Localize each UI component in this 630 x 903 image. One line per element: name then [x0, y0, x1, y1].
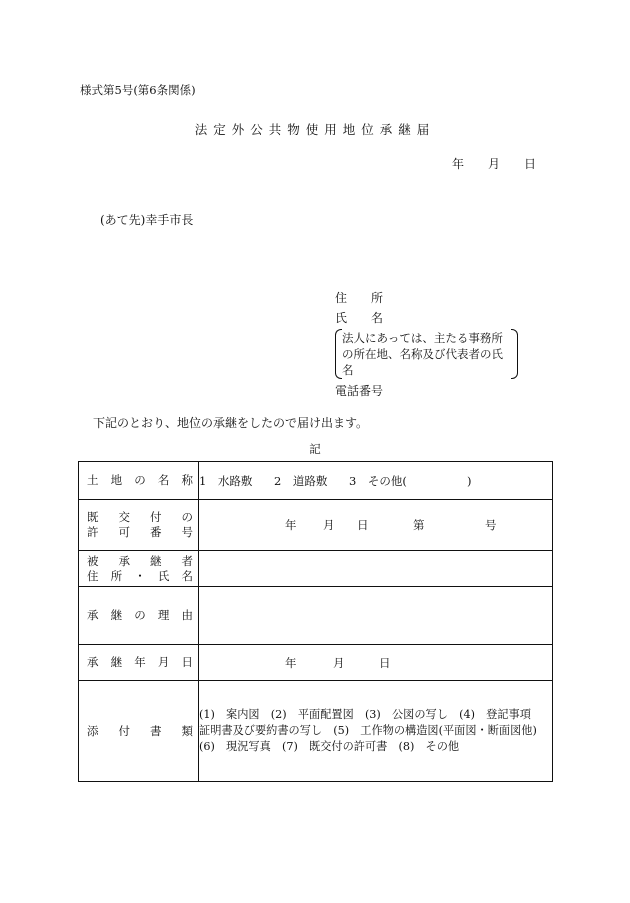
succession-date-value-cell [199, 645, 553, 681]
land-name-options [199, 462, 553, 500]
row-predecessor [79, 551, 553, 587]
succession-day: 日 [379, 656, 391, 670]
date-day: 日 [524, 157, 537, 171]
reason-value-cell[interactable] [199, 587, 553, 645]
predecessor-label-cell [79, 551, 199, 587]
corporation-note-text: 法人にあっては、主たる事務所の所在地、名称及び代表者の氏名 [342, 331, 503, 377]
permit-day: 日 [357, 518, 369, 532]
document-title: 法定外公共物使用地位承継届 [194, 122, 436, 137]
reason-label-cell [79, 587, 199, 645]
row-permit [79, 500, 553, 551]
permit-gou: 号 [485, 518, 497, 532]
ki-marker: 記 [309, 442, 321, 456]
succession-year: 年 [285, 656, 297, 670]
land-name-label-cell [79, 462, 199, 500]
bracket-left [335, 329, 342, 379]
permit-label-line1: 既 交 付 の [87, 510, 193, 524]
attachments-label: 添 付 書 類 [87, 723, 193, 738]
attachments-line1: (1) 案内図 (2) 平面配置図 (3) 公図の写し (4) 登記事項 [199, 708, 531, 721]
row-reason [79, 587, 553, 645]
applicant-name-label: 氏 名 [335, 311, 384, 325]
form-number: 様式第5号(第6条関係) [80, 83, 196, 97]
option-road: 2 道路敷 [274, 473, 328, 488]
option-waterway: 1 水路敷 [199, 473, 253, 488]
attachments-line2: 証明書及び要約書の写し (5) 工作物の構造図(平面図・断面図他) [199, 724, 537, 737]
bracket-right [511, 329, 518, 379]
attachments-label-cell [79, 681, 199, 782]
attachments-line3: (6) 現況写真 (7) 既交付の許可書 (8) その他 [199, 740, 460, 753]
option-other-close: ) [467, 473, 472, 488]
land-name-label: 土 地 の 名 称 [87, 473, 193, 487]
addressee: (あて先)幸手市長 [100, 213, 194, 227]
applicant-block [335, 288, 518, 401]
date-year: 年 [452, 157, 465, 171]
permit-month: 月 [323, 518, 335, 532]
submission-date [452, 155, 536, 172]
option-other: 3 その他( [349, 473, 407, 488]
succession-table [78, 461, 553, 782]
attachments-list [199, 681, 553, 782]
permit-value-cell [199, 500, 553, 551]
predecessor-label-line2: 住 所 ・ 氏 名 [87, 568, 193, 583]
permit-year: 年 [285, 518, 297, 532]
permit-dai: 第 [413, 518, 425, 532]
predecessor-value-cell[interactable] [199, 551, 553, 587]
corporation-note [335, 329, 518, 379]
applicant-phone-label: 電話番号 [335, 384, 384, 398]
succession-date-label-cell [79, 645, 199, 681]
row-succession-date [79, 645, 553, 681]
succession-month: 月 [333, 656, 345, 670]
row-attachments [79, 681, 553, 782]
date-month: 月 [488, 157, 501, 171]
row-land-name [79, 462, 553, 500]
predecessor-label-line1: 被 承 継 者 [87, 553, 193, 568]
permit-label-line2: 許 可 番 号 [87, 525, 193, 539]
applicant-address-label: 住 所 [335, 291, 384, 305]
reason-label: 承 継 の 理 由 [87, 608, 193, 622]
permit-label-cell [79, 500, 199, 551]
succession-date-label: 承 継 年 月 日 [87, 655, 193, 669]
notice-text: 下記のとおり、地位の承継をしたので届け出ます。 [93, 416, 369, 430]
